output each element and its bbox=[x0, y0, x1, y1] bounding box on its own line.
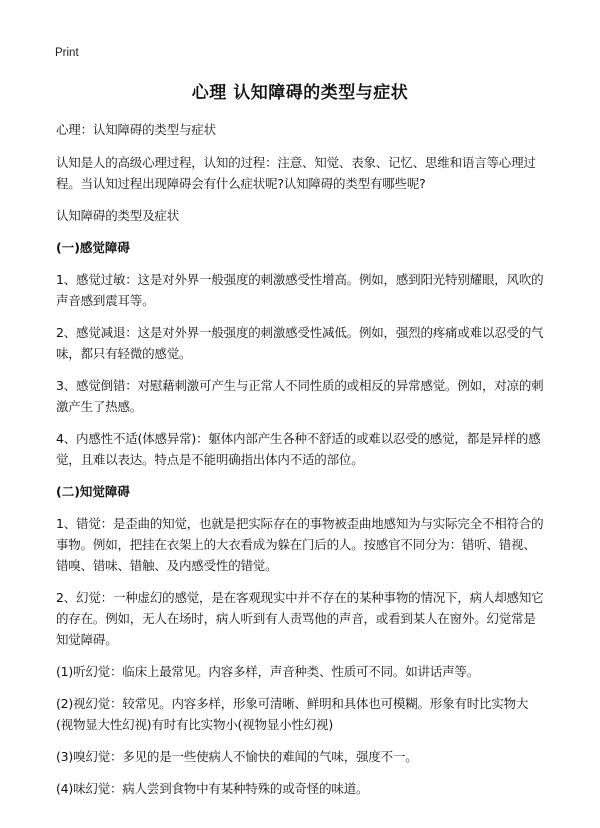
list-item: 1、感觉过敏：这是对外界一般强度的刺激感受性增高。例如，感到阳光特别耀眼，风吹的声音感到震耳等。 bbox=[56, 272, 544, 308]
list-item: (1)听幻觉：临床上最常见。内容多样，声音种类、性质可不同。如讲话声等。 bbox=[56, 664, 480, 679]
intro-paragraph: 认知是人的高级心理过程，认知的过程：注意、知觉、表象、记忆、思维和语言等心理过程。当认知过程出现障碍会有什么症状呢?认知障碍的类型有哪些呢? bbox=[56, 155, 536, 191]
section-heading-perception: (二)知觉障碍 bbox=[56, 484, 130, 499]
list-item: 4、内感性不适(体感异常)：躯体内部产生各种不舒适的或难以忍受的感觉，都是异样的感觉，且难以表达。特点是不能明确指出体内不适的部位。 bbox=[56, 431, 541, 467]
page-title: 心理 认知障碍的类型与症状 bbox=[191, 83, 409, 103]
list-item: 1、错觉：是歪曲的知觉，也就是把实际存在的事物被歪曲地感知为与实际完全不相符合的事物。例如，把挂在衣架上的大衣看成为躲在门后的人。按感官不同分为：错听、错视、错嗅、错味、错触、及内感受性的错觉。 bbox=[56, 516, 544, 573]
list-item: (2)视幻觉：较常见。内容多样，形象可清晰、鲜明和具体也可模糊。形象有时比实物大(视物显大性幻视)有时有比实物小(视物显小性幻视) bbox=[56, 696, 529, 732]
article-body bbox=[56, 119, 544, 810]
list-item: (4)味幻觉：病人尝到食物中有某种特殊的或奇怪的味道。 bbox=[56, 781, 369, 796]
list-item: 2、幻觉：一种虚幻的感觉，是在客观现实中并不存在的某种事物的情况下，病人却感知它的存在。例如，无人在场时，病人听到有人责骂他的声音，或看到某人在窗外。幻觉常是知觉障碍。 bbox=[56, 590, 544, 647]
list-item: 3、感觉倒错：对慰藉刺激可产生与正常人不同性质的或相反的异常感觉。例如，对凉的刺激产生了热感。 bbox=[56, 378, 544, 414]
section-intro: 认知障碍的类型及症状 bbox=[56, 208, 180, 223]
print-link[interactable]: Print bbox=[55, 47, 79, 59]
section-heading-sensation: (一)感觉障碍 bbox=[56, 240, 130, 255]
subtitle: 心理：认知障碍的类型与症状 bbox=[56, 122, 216, 137]
list-item: 2、感觉减退：这是对外界一般强度的刺激感受性减低。例如，强烈的疼痛或难以忍受的气味，都只有轻微的感觉。 bbox=[56, 325, 544, 361]
list-item: (3)嗅幻觉：多见的是一些使病人不愉快的难闻的气味，强度不一。 bbox=[56, 749, 418, 764]
